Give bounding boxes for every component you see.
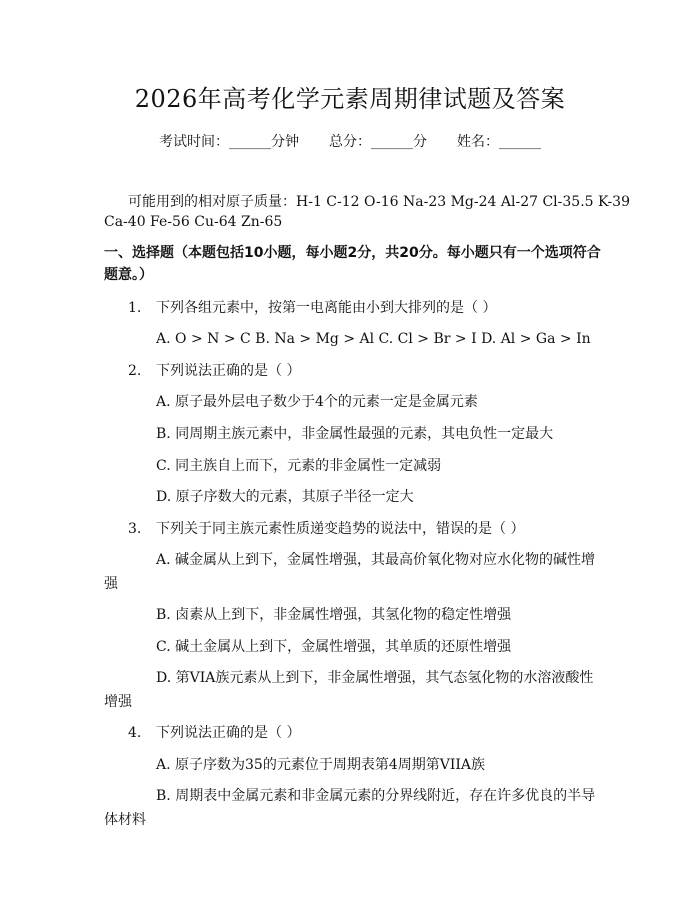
question-number: 3.	[128, 521, 142, 537]
question-2-option-b: B. 同周期主族元素中，非金属性最强的元素，其电负性一定最大	[156, 426, 554, 442]
question-1-stem	[128, 298, 496, 318]
atomic-mass-line-1: 可能用到的相对原子质量：H-1 C-12 O-16 Na-23 Mg-24 Al-27 Cl-35.5 K-39	[128, 194, 630, 210]
question-3-option-b: B. 卤素从上到下，非金属性增强，其氢化物的稳定性增强	[156, 607, 512, 623]
question-3-option-d-continued: 增强	[104, 694, 132, 710]
section-heading: 一、选择题（本题包括10小题，每小题2分，共20分。每小题只有一个选项符合题意。）	[104, 245, 601, 283]
question-stem-text: 下列说法正确的是（ ）	[156, 725, 301, 741]
question-stem-text: 下列各组元素中，按第一电离能由小到大排列的是（ ）	[156, 300, 497, 316]
question-2-option-d: D. 原子序数大的元素，其原子半径一定大	[156, 489, 414, 505]
question-stem-text: 下列关于同主族元素性质递变趋势的说法中，错误的是（ ）	[156, 521, 525, 537]
question-number: 4.	[128, 725, 142, 741]
question-3-option-d: D. 第VIA族元素从上到下，非金属性增强，其气态氢化物的水溶液酸性	[156, 670, 594, 686]
question-4-stem	[128, 723, 300, 743]
question-4-option-a: A. 原子序数为35的元素位于周期表第4周期第VIIA族	[156, 757, 486, 773]
question-1-options: A. O > N > C B. Na > Mg > Al C. Cl > Br > I D. Al > Ga > In	[156, 331, 591, 347]
student-name-field: 姓名：______	[457, 134, 541, 150]
question-number: 2.	[128, 363, 142, 379]
question-4-option-b: B. 周期表中金属元素和非金属元素的分界线附近，存在许多优良的半导	[156, 788, 596, 804]
question-3-option-c: C. 碱土金属从上到下，金属性增强，其单质的还原性增强	[156, 639, 512, 655]
exam-time-field: 考试时间：______分钟	[159, 134, 299, 150]
page-title: 2026年高考化学元素周期律试题及答案	[134, 85, 566, 113]
question-2-option-c: C. 同主族自上而下，元素的非金属性一定减弱	[156, 458, 442, 474]
question-4-option-b-continued: 体材料	[104, 812, 146, 828]
question-2-option-a: A. 原子最外层电子数少于4个的元素一定是金属元素	[156, 394, 478, 410]
question-2-stem	[128, 361, 300, 381]
question-number: 1.	[128, 300, 142, 316]
exam-info-line	[0, 132, 700, 152]
question-stem-text: 下列说法正确的是（ ）	[156, 363, 301, 379]
question-3-option-a-continued: 强	[104, 576, 118, 592]
atomic-mass-line-2: Ca-40 Fe-56 Cu-64 Zn-65	[104, 214, 283, 230]
question-3-stem	[128, 519, 524, 539]
question-3-option-a: A. 碱金属从上到下，金属性增强，其最高价氧化物对应水化物的碱性增	[156, 552, 596, 568]
total-score-field: 总分：______分	[329, 134, 427, 150]
